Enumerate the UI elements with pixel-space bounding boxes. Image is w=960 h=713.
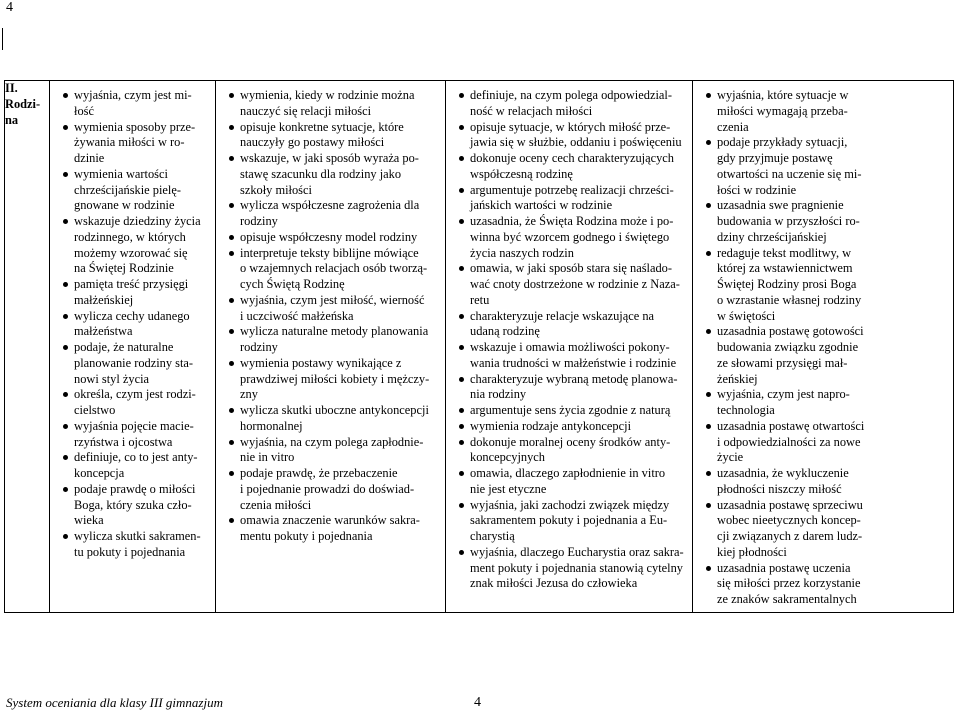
bullet-icon — [229, 440, 234, 445]
list-item — [693, 246, 949, 325]
list-item-text: definiuje, co to jest anty- koncepcja — [74, 450, 198, 480]
bullet-icon — [229, 298, 234, 303]
list-item-text: wyjaśnia, które sytuacje w miłości wymagają przeba- czenia — [717, 88, 849, 134]
list-item — [50, 387, 211, 419]
list-item-text: wyjaśnia, czym jest miłość, wierność i uczciwość małżeńska — [240, 292, 425, 323]
footer-title: System oceniania dla klasy III gimnazjum — [6, 695, 223, 710]
bullet-icon — [459, 471, 464, 476]
list-item — [216, 198, 441, 230]
list-item — [50, 214, 211, 277]
list-item — [216, 88, 441, 120]
bullet-icon — [229, 471, 234, 476]
list-item — [446, 340, 688, 372]
list-item-text: wyjaśnia, dlaczego Eucharystia oraz sakra- ment pokuty i pojednania stanowią cytelny znak miłości Jezusa do człowieka — [470, 544, 684, 591]
list-item-text: uzasadnia postawę gotowości budowania związku zgodnie ze słowami przysięgi mał- żeńskiej — [717, 324, 864, 386]
bullet-icon — [229, 329, 234, 334]
bullet-icon — [459, 125, 464, 130]
list-item-text: wyjaśnia, czym jest napro- technologia — [717, 387, 850, 417]
bullet-list — [50, 88, 211, 561]
section-cell — [5, 81, 50, 613]
bullet-icon — [459, 188, 464, 193]
bullet-icon — [63, 314, 68, 319]
list-item-text: opisuje współczesny model rodziny — [240, 229, 418, 244]
column-cell — [693, 81, 954, 613]
list-item-text: dokonuje oceny cech charakteryzujących współczesną rodzinę — [470, 151, 674, 181]
bullet-icon — [229, 156, 234, 161]
list-item-text: określa, czym jest rodzi- cielstwo — [74, 387, 196, 417]
list-item — [216, 246, 441, 293]
list-item — [446, 372, 688, 404]
bullet-icon — [229, 361, 234, 366]
list-item-text: dokonuje moralnej oceny środków anty- koncepcyjnych — [470, 434, 671, 465]
bullet-icon — [63, 424, 68, 429]
list-item-text: uzasadnia, że Święta Rodzina może i po- winna być wzorcem godnego i świętego życia naszych rodzin — [470, 214, 674, 260]
list-item-text: interpretuje teksty biblijne mówiące o wzajemnych relacjach osób tworzą- cych Świętą Rodzinę — [240, 245, 428, 291]
list-item-text: uzasadnia, że wykluczenie płodności niszczy miłość — [717, 466, 849, 496]
bullet-icon — [459, 424, 464, 429]
list-item — [216, 120, 441, 152]
bullet-list — [693, 88, 949, 608]
bullet-icon — [229, 235, 234, 240]
list-item — [216, 466, 441, 513]
bullet-icon — [706, 503, 711, 508]
bullet-icon — [63, 93, 68, 98]
list-item — [446, 183, 688, 215]
list-item — [693, 419, 949, 466]
list-item — [50, 120, 211, 167]
bullet-icon — [63, 392, 68, 397]
list-item — [693, 198, 949, 245]
bullet-icon — [706, 424, 711, 429]
list-item-text: omawia znaczenie warunków sakra- mentu pokuty i pojednania — [240, 513, 420, 543]
list-item-text: uzasadnia postawę sprzeciwu wobec nieetycznych koncep- cji związanych z darem ludz- kiej płodności — [717, 497, 863, 559]
list-item — [446, 419, 688, 435]
list-item — [216, 356, 441, 403]
list-item-text: wylicza naturalne metody planowania rodziny — [240, 324, 429, 354]
list-item-text: wymienia rodzaje antykoncepcji — [470, 418, 632, 433]
bullet-icon — [706, 251, 711, 256]
page-number-footer: 4 — [474, 695, 481, 710]
list-item — [446, 120, 688, 152]
bullet-icon — [229, 518, 234, 523]
section-title-line: na — [5, 112, 19, 127]
list-item-text: definiuje, na czym polega odpowiedzial- ność w relacjach miłości — [470, 88, 672, 118]
bullet-icon — [706, 566, 711, 571]
bullet-icon — [63, 534, 68, 539]
bullet-icon — [63, 345, 68, 350]
bullet-icon — [459, 156, 464, 161]
list-item-text: wskazuje dziedziny życia rodzinnego, w których możemy wzorować się na Świętej Rodzinie — [74, 214, 201, 276]
list-item — [446, 435, 688, 467]
list-item-text: redaguje tekst modlitwy, w której za wstawiennictwem Świętej Rodziny prosi Boga o wzrastanie własnej rodziny w świętości — [717, 245, 862, 323]
bullet-icon — [63, 219, 68, 224]
bullet-icon — [459, 314, 464, 319]
list-item-text: charakteryzuje wybraną metodę planowa- nia rodziny — [470, 371, 678, 402]
list-item-text: wymienia, kiedy w rodzinie można nauczyć się relacji miłości — [240, 88, 415, 118]
list-item — [446, 214, 688, 261]
bullet-icon — [229, 203, 234, 208]
bullet-icon — [63, 487, 68, 492]
list-item — [216, 513, 441, 545]
page-number-top: 4 — [6, 0, 13, 15]
list-item — [50, 277, 211, 309]
list-item-text: omawia, w jaki sposób stara się naślado- wać cnoty dostrzeżone w rodzinie z Naza- retu — [470, 261, 680, 307]
list-item-text: argumentuje sens życia zgodnie z naturą — [470, 403, 671, 417]
column-cell — [216, 81, 446, 613]
list-item-text: wylicza skutki uboczne antykoncepcji hormonalnej — [240, 403, 429, 433]
list-item-text: wymienia postawy wynikające z prawdziwej miłości kobiety i mężczy- zny — [240, 355, 430, 402]
bullet-icon — [459, 440, 464, 445]
list-item — [216, 230, 441, 246]
bullet-icon — [229, 408, 234, 413]
bullet-icon — [459, 219, 464, 224]
list-item-text: wylicza cechy udanego małżeństwa — [74, 308, 190, 339]
bullet-icon — [459, 345, 464, 350]
list-item — [50, 88, 211, 120]
list-item — [693, 135, 949, 198]
list-item-text: wylicza skutki sakramen- tu pokuty i pojednania — [74, 529, 201, 559]
list-item-text: opisuje konkretne sytuacje, które nauczyły go postawy miłości — [240, 119, 404, 150]
bullet-icon — [63, 125, 68, 130]
list-item — [50, 340, 211, 387]
list-item-text: uzasadnia swe pragnienie budowania w przyszłości ro- dziny chrześcijańskiej — [717, 198, 860, 244]
list-item — [50, 167, 211, 214]
bullet-icon — [63, 282, 68, 287]
list-item-text: wymienia wartości chrześcijańskie pielę- gnowane w rodzinie — [74, 166, 181, 213]
list-item-text: podaje prawdę o miłości Boga, który szuka czło- wieka — [74, 481, 196, 528]
list-item-text: uzasadnia postawę uczenia się miłości przez korzystanie ze znaków sakramentalnych — [717, 560, 861, 606]
list-item — [446, 466, 688, 498]
list-item — [693, 387, 949, 419]
list-item — [446, 403, 688, 419]
list-item-text: wyjaśnia, na czym polega zapłodnie- nie in vitro — [240, 434, 424, 465]
list-item — [50, 309, 211, 341]
bullet-icon — [706, 203, 711, 208]
bullet-list — [446, 88, 688, 592]
list-item — [446, 151, 688, 183]
list-item — [693, 498, 949, 561]
bullet-icon — [706, 471, 711, 476]
bullet-icon — [459, 503, 464, 508]
list-item — [50, 482, 211, 529]
bullet-icon — [63, 455, 68, 460]
list-item — [216, 435, 441, 467]
list-item-text: wyjaśnia, czym jest mi- łość — [74, 88, 192, 118]
section-title-line: Rodzi- — [5, 96, 41, 111]
bullet-icon — [459, 93, 464, 98]
bullet-icon — [706, 140, 711, 145]
list-item-text: wskazuje i omawia możliwości pokony- wania trudności w małżeństwie i rodzinie — [470, 340, 677, 370]
table-row — [5, 81, 954, 613]
bullet-icon — [459, 377, 464, 382]
list-item-text: wskazuje, w jaki sposób wyraża po- stawę szacunku dla rodziny jako szkoły miłości — [240, 151, 419, 197]
section-number: II. — [5, 81, 18, 95]
list-item — [446, 498, 688, 545]
list-item-text: charakteryzuje relacje wskazujące na udaną rodzinę — [470, 308, 655, 339]
list-item — [216, 293, 441, 325]
list-item — [216, 324, 441, 356]
list-item — [693, 324, 949, 387]
list-item-text: podaje, że naturalne planowanie rodziny sta- nowi styl życia — [74, 340, 194, 386]
list-item-text: uzasadnia postawę otwartości i odpowiedzialności za nowe życie — [717, 418, 865, 465]
list-item — [50, 450, 211, 482]
list-item — [446, 261, 688, 308]
bullet-icon — [229, 125, 234, 130]
list-item-text: podaje prawdę, że przebaczenie i pojednanie prowadzi do doświad- czenia miłości — [240, 466, 415, 512]
curriculum-table — [4, 80, 954, 613]
bullet-list — [216, 88, 441, 545]
list-item — [216, 403, 441, 435]
list-item-text: argumentuje potrzebę realizacji chrześci- jańskich wartości w rodzinie — [470, 182, 674, 213]
bullet-icon — [706, 392, 711, 397]
list-item — [693, 561, 949, 608]
list-item — [216, 151, 441, 198]
list-item — [50, 529, 211, 561]
list-item — [693, 88, 949, 135]
bullet-icon — [63, 172, 68, 177]
bullet-icon — [229, 251, 234, 256]
list-item-text: opisuje sytuacje, w których miłość prze- jawia się w służbie, oddaniu i poświęceniu — [470, 119, 682, 150]
bullet-icon — [459, 266, 464, 271]
list-item-text: omawia, dlaczego zapłodnienie in vitro nie jest etyczne — [470, 466, 666, 496]
bullet-icon — [229, 93, 234, 98]
bullet-icon — [459, 408, 464, 413]
list-item-text: wyjaśnia pojęcie macie- rzyństwa i ojcostwa — [74, 418, 194, 449]
list-item-text: wylicza współczesne zagrożenia dla rodziny — [240, 198, 420, 228]
list-item-text: pamięta treść przysięgi małżeńskiej — [74, 277, 189, 307]
list-item — [446, 88, 688, 120]
column-cell — [50, 81, 216, 613]
list-item — [50, 419, 211, 451]
list-item-text: podaje przykłady sytuacji, gdy przyjmuje postawę otwartości na uczenie się mi- łości w rodzinie — [717, 135, 862, 197]
list-item-text: wyjaśnia, jaki zachodzi związek między sakramentem pokuty i pojednania a Eu- charystią — [470, 497, 670, 543]
column-cell — [446, 81, 693, 613]
list-item — [446, 545, 688, 592]
list-item — [446, 309, 688, 341]
list-item-text: wymienia sposoby prze- żywania miłości w ro- dzinie — [74, 119, 196, 165]
bullet-icon — [706, 93, 711, 98]
bullet-icon — [706, 329, 711, 334]
bullet-icon — [459, 550, 464, 555]
list-item — [693, 466, 949, 498]
margin-line — [2, 28, 5, 50]
